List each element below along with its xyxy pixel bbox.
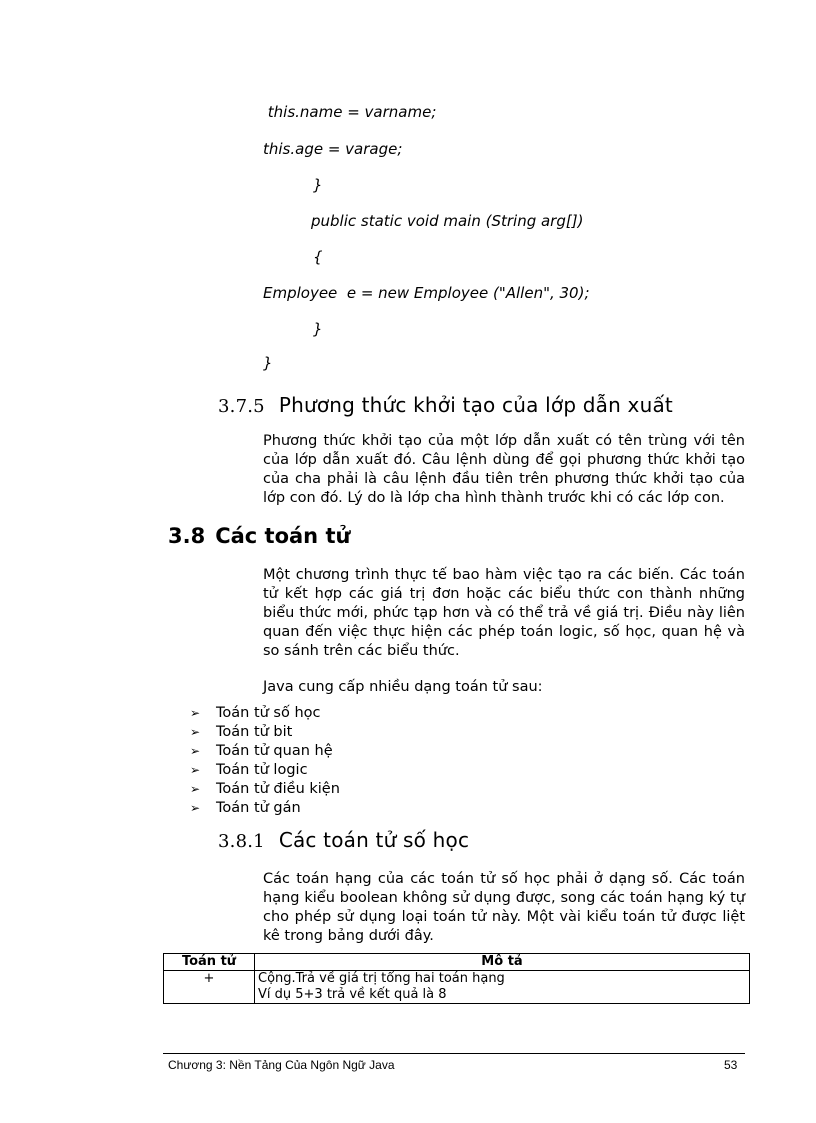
section-3-8-paragraph: Một chương trình thực tế bao hàm việc tạo ra các biến. Các toán tử kết hợp các giá trị đơn hoặc các biểu thức con thành những biểu thức mới, phức tạp hơn và có thể trả về giá trị. Điều này liên quan đến việc thực hiện các phép toán logic, số học, quan hệ và so sánh trên các biểu thức. xyxy=(263,567,745,659)
table-header-operator: Toán tử xyxy=(164,954,255,971)
section-title: Các toán tử số học xyxy=(278,828,470,852)
section-number: 3.7.5 xyxy=(218,396,265,417)
table-header-description: Mô tả xyxy=(255,954,750,971)
arrow-bullet-icon: ➢ xyxy=(190,706,201,720)
arrow-bullet-icon: ➢ xyxy=(190,763,201,777)
page-number: 53 xyxy=(724,1058,738,1072)
table-header-row xyxy=(164,954,750,971)
section-number: 3.8.1 xyxy=(218,831,265,852)
section-3-8-1-paragraph: Các toán hạng của các toán tử số học phải ở dạng số. Các toán hạng kiểu boolean không sử dụng được, song các toán hạng ký tự cho phép sử dụng loại toán tử này. Một vài kiểu toán tử được liệt kê trong bảng dưới đây. xyxy=(263,871,745,944)
list-item: ➢ Toán tử gán xyxy=(190,800,301,816)
list-item: ➢ Toán tử điều kiện xyxy=(190,781,340,797)
section-3-7-5-paragraph: Phương thức khởi tạo của một lớp dẫn xuất có tên trùng với tên của lớp dẫn xuất đó. Câu lệnh dùng để gọi phương thức khởi tạo của cha phải là câu lệnh đầu tiên trên phương thức khởi tạo của lớp con đó. Lý do là lớp cha hình thành trước khi có các lớp con. xyxy=(263,433,745,506)
code-line-2: this.age = varage; xyxy=(263,140,403,158)
arrow-bullet-icon: ➢ xyxy=(190,801,201,815)
operator-cell: + xyxy=(164,971,255,1004)
section-title: Các toán tử xyxy=(215,524,351,548)
arrow-bullet-icon: ➢ xyxy=(190,782,201,796)
code-line-8: } xyxy=(263,354,273,372)
list-item: ➢ Toán tử bit xyxy=(190,724,293,740)
arrow-bullet-icon: ➢ xyxy=(190,744,201,758)
code-line-6: Employee e = new Employee ("Allen", 30); xyxy=(263,284,590,302)
section-heading-3-8 xyxy=(168,524,350,548)
arithmetic-operators-table xyxy=(163,953,750,1004)
list-item: ➢ Toán tử logic xyxy=(190,762,308,778)
arrow-bullet-icon: ➢ xyxy=(190,725,201,739)
section-3-8-intro: Java cung cấp nhiều dạng toán tử sau: xyxy=(263,679,543,695)
code-line-3: } xyxy=(313,176,323,194)
description-line: Cộng.Trả về giá trị tổng hai toán hạng xyxy=(258,971,505,986)
code-line-4: public static void main (String arg[]) xyxy=(311,212,584,230)
description-cell xyxy=(255,971,750,1004)
description-line: Ví dụ 5+3 trả về kết quả là 8 xyxy=(258,987,447,1002)
footer-chapter-title: Chương 3: Nền Tảng Của Ngôn Ngữ Java xyxy=(168,1058,395,1072)
section-heading-3-7-5 xyxy=(218,393,673,417)
table-row xyxy=(164,971,750,1004)
section-number: 3.8 xyxy=(168,524,206,548)
code-line-1: this.name = varname; xyxy=(263,103,437,121)
list-item: ➢ Toán tử quan hệ xyxy=(190,743,333,759)
section-title: Phương thức khởi tạo của lớp dẫn xuất xyxy=(278,393,673,417)
operator-type-list xyxy=(190,704,340,818)
footer-divider xyxy=(163,1053,745,1054)
code-line-5: { xyxy=(313,248,323,266)
code-line-7: } xyxy=(313,320,323,338)
list-item: ➢ Toán tử số học xyxy=(190,705,321,721)
section-heading-3-8-1 xyxy=(218,828,469,852)
